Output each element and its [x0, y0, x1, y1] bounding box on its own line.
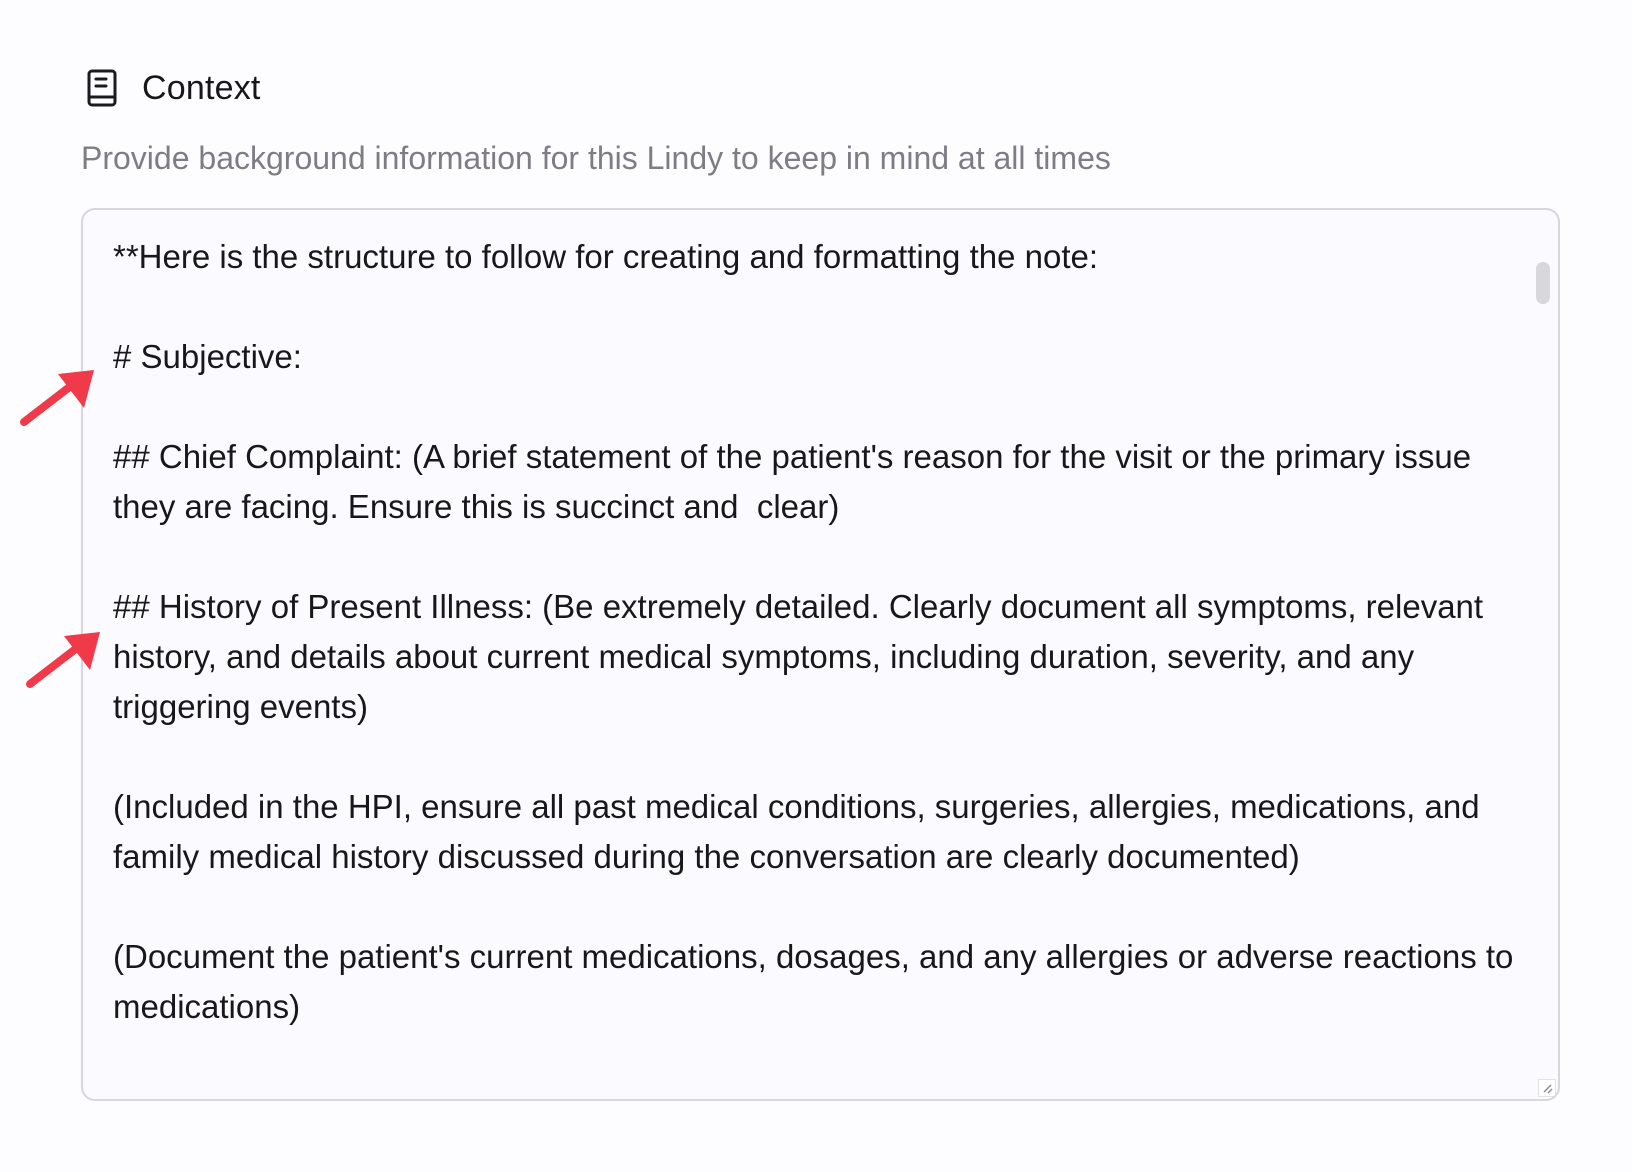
context-line: (Included in the HPI, ensure all past medical conditions, surgeries, allergies, medications, and family medical history discussed during the conversation are clearly documented)	[113, 788, 1489, 875]
section-description: Provide background information for this Lindy to keep in mind at all times	[81, 140, 1111, 176]
context-line: **Here is the structure to follow for creating and formatting the note:	[113, 238, 1099, 275]
resize-handle-icon[interactable]	[1538, 1079, 1556, 1097]
context-blank-line	[113, 882, 1533, 932]
arrow-up-right-icon	[18, 366, 98, 433]
document-icon	[84, 68, 120, 108]
arrow-up-right-icon	[24, 628, 104, 695]
context-line: ## History of Present Illness: (Be extremely detailed. Clearly document all symptoms, relevant history, and details about current medical symptoms, including duration, severity, and any triggering events)	[113, 588, 1493, 725]
context-blank-line	[113, 532, 1533, 582]
context-line: # Subjective:	[113, 338, 302, 375]
context-text[interactable]	[113, 232, 1533, 1032]
scrollbar-thumb[interactable]	[1536, 262, 1550, 304]
context-blank-line	[113, 382, 1533, 432]
section-title: Context	[142, 68, 261, 107]
context-textarea[interactable]	[81, 208, 1560, 1101]
context-line: ## Chief Complaint: (A brief statement of the patient's reason for the visit or the primary issue they are facing. Ensure this is succinct and clear)	[113, 438, 1481, 525]
context-blank-line	[113, 732, 1533, 782]
context-line: (Document the patient's current medications, dosages, and any allergies or adverse reactions to medications)	[113, 938, 1523, 1025]
context-blank-line	[113, 282, 1533, 332]
section-header	[84, 64, 261, 112]
